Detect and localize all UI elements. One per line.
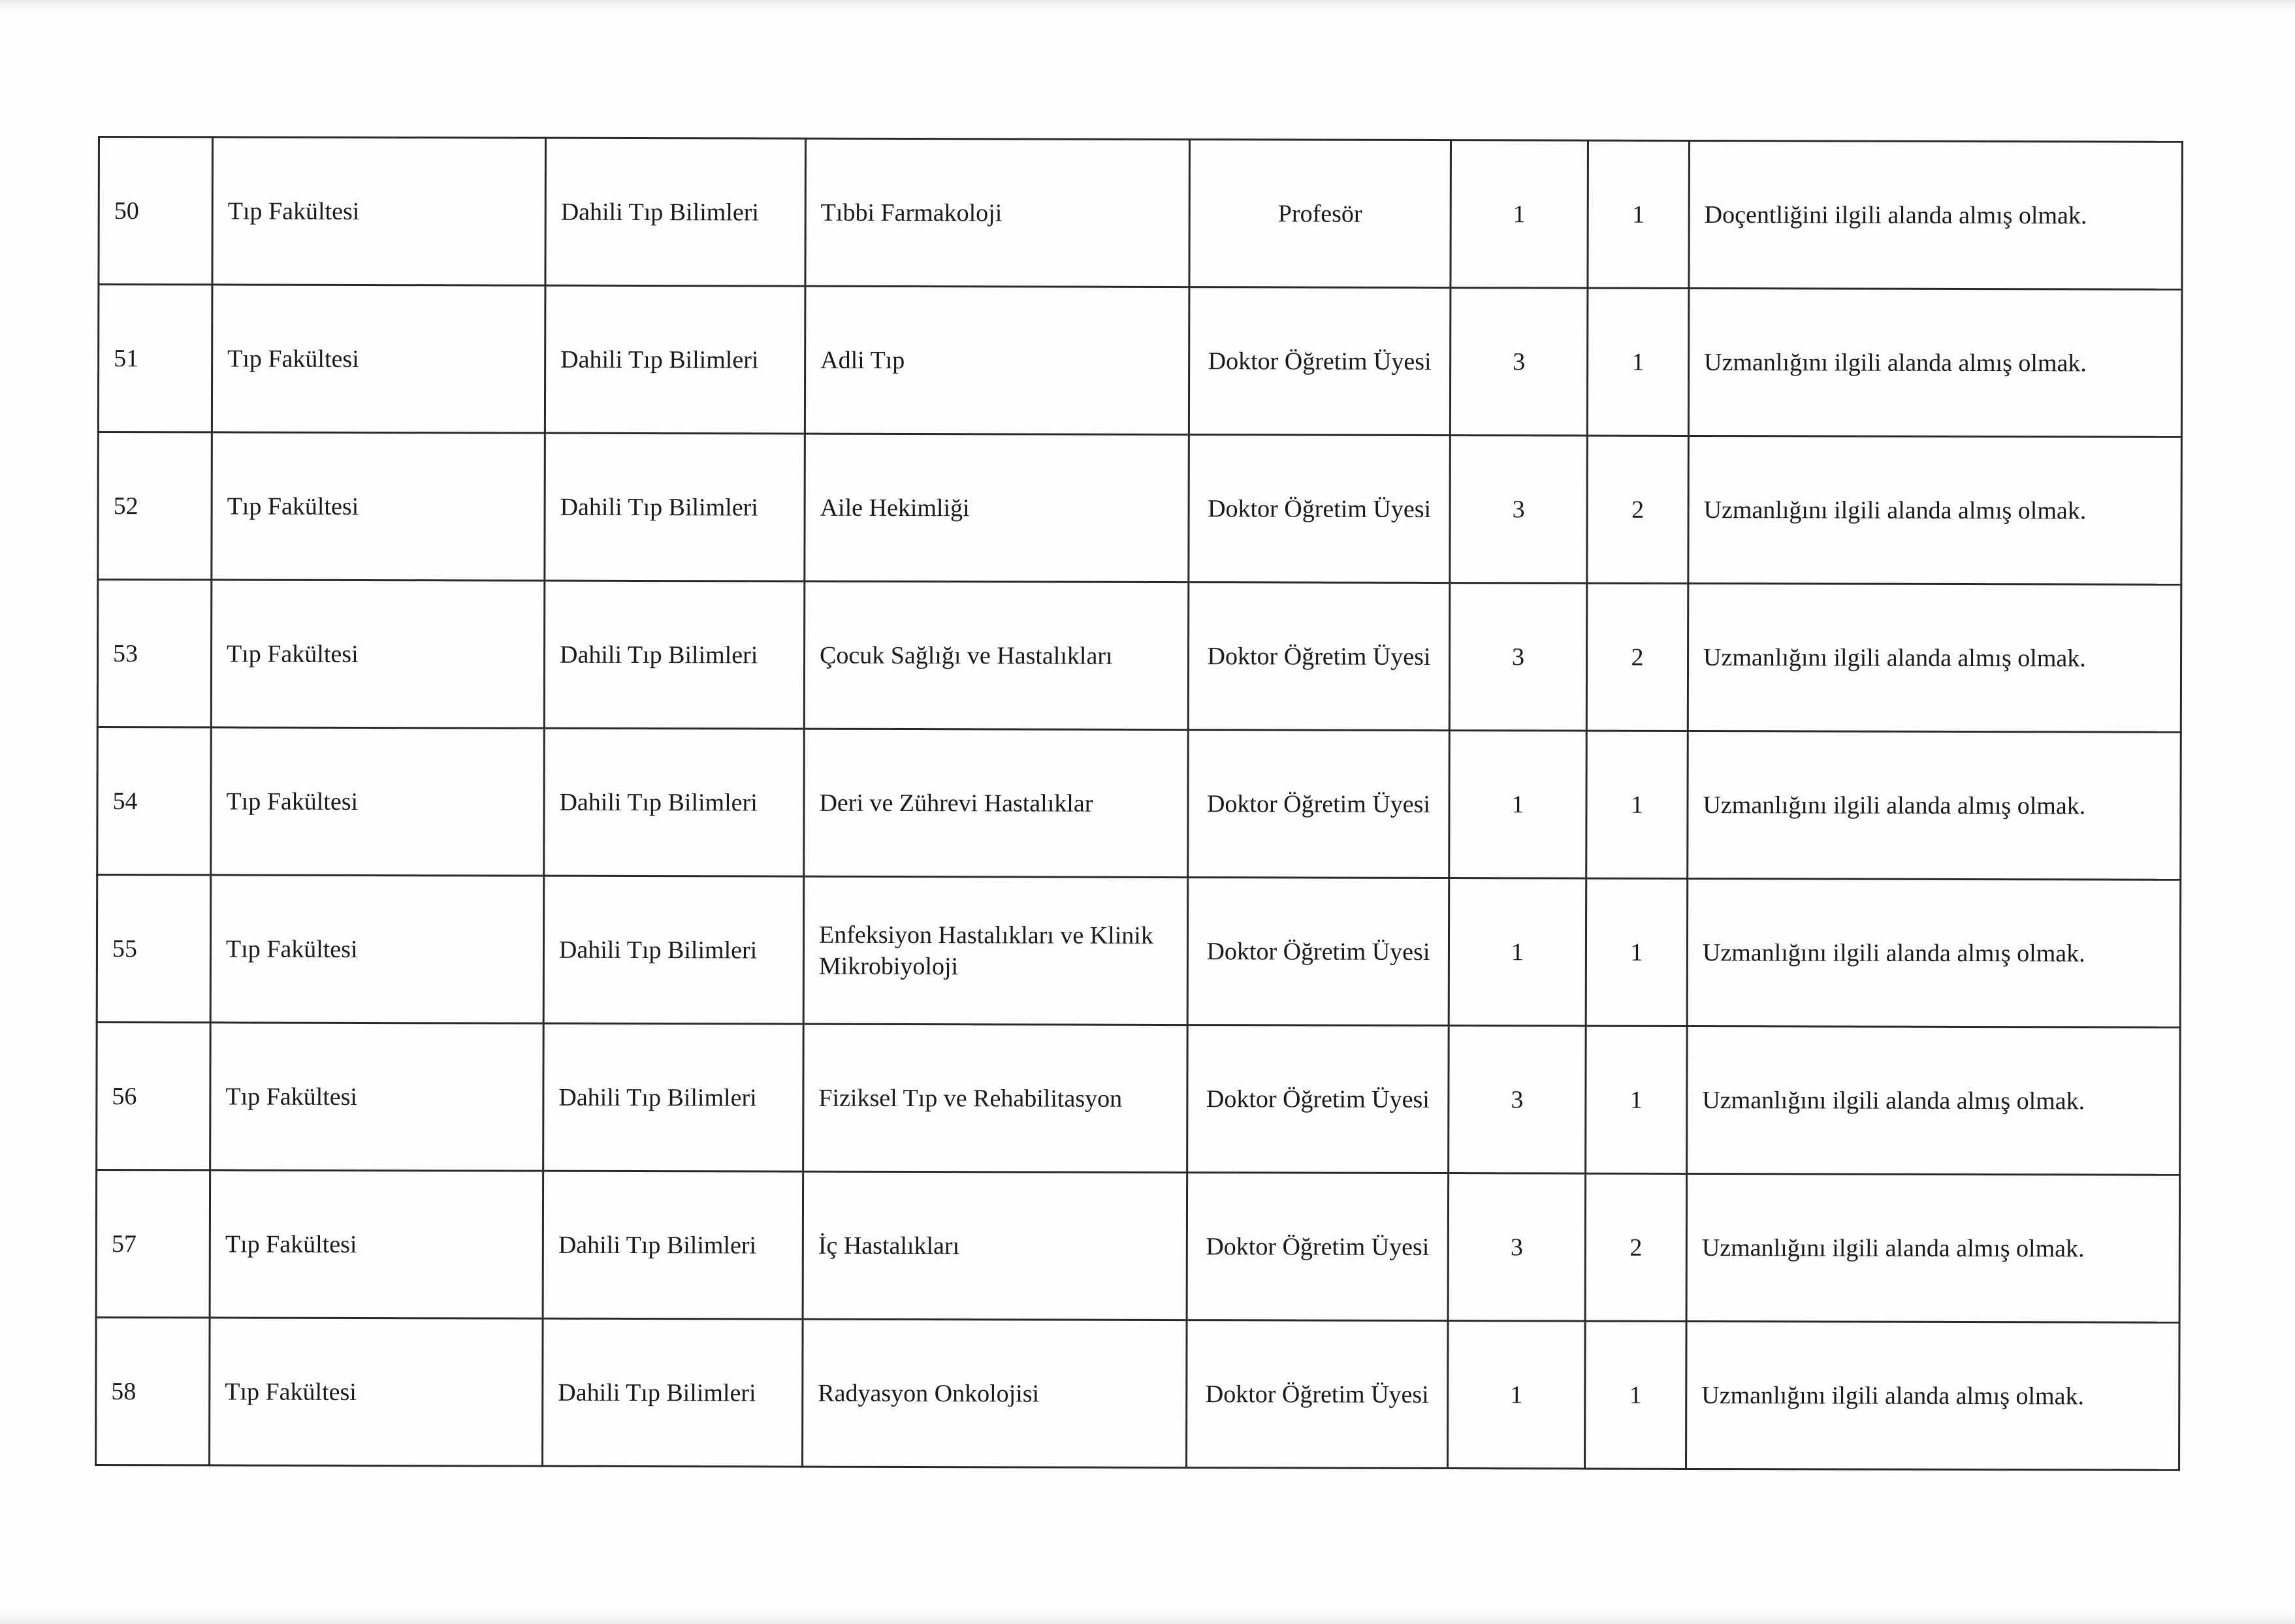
count-b-cell: 2 (1587, 436, 1689, 583)
department-cell: Dahili Tıp Bilimleri (543, 1171, 803, 1319)
condition-cell: Doçentliğini ilgili alanda almış olmak. (1689, 140, 2183, 289)
department-cell: Dahili Tıp Bilimleri (543, 1023, 804, 1171)
department-cell: Dahili Tıp Bilimleri (545, 138, 806, 286)
count-b-cell: 1 (1588, 140, 1690, 288)
academic-title-cell: Doktor Öğretim Üyesi (1188, 582, 1450, 731)
row-number: 56 (97, 1022, 211, 1170)
table-row (96, 1317, 2180, 1470)
department-cell: Dahili Tıp Bilimleri (543, 876, 804, 1024)
count-a-cell: 3 (1450, 436, 1588, 584)
department-cell: Dahili Tıp Bilimleri (544, 581, 805, 729)
count-a-cell: 1 (1449, 878, 1586, 1027)
condition-cell: Uzmanlığını ilgili alanda almış olmak. (1688, 288, 2182, 437)
field-cell: İç Hastalıkları (803, 1171, 1187, 1320)
count-b-cell: 1 (1586, 878, 1688, 1026)
table-row (97, 580, 2181, 733)
count-a-cell: 3 (1449, 583, 1587, 731)
department-cell: Dahili Tıp Bilimleri (545, 433, 805, 581)
row-number: 52 (98, 432, 212, 580)
row-number: 57 (96, 1170, 210, 1317)
condition-cell: Uzmanlığını ilgili alanda almış olmak. (1687, 878, 2181, 1027)
row-number: 54 (97, 727, 212, 875)
count-b-cell: 2 (1586, 583, 1688, 731)
table-row (99, 137, 2183, 290)
count-a-cell: 1 (1449, 731, 1587, 879)
condition-cell: Uzmanlığını ilgili alanda almış olmak. (1688, 731, 2181, 880)
academic-title-cell: Doktor Öğretim Üyesi (1188, 730, 1450, 878)
row-number: 55 (97, 875, 211, 1023)
faculty-cell: Tıp Fakültesi (211, 580, 545, 728)
faculty-cell: Tıp Fakültesi (211, 727, 545, 876)
condition-cell: Uzmanlığını ilgili alanda almış olmak. (1688, 583, 2181, 732)
scan-edge-bottom (0, 1612, 2295, 1624)
table-row (98, 432, 2182, 585)
field-cell: Radyasyon Onkolojisi (803, 1319, 1187, 1467)
staff-position-table (95, 136, 2183, 1471)
faculty-cell: Tıp Fakültesi (212, 285, 545, 433)
faculty-cell: Tıp Fakültesi (212, 432, 545, 581)
count-a-cell: 1 (1451, 140, 1588, 289)
row-number: 58 (96, 1317, 210, 1465)
condition-cell: Uzmanlığını ilgili alanda almış olmak. (1687, 1026, 2181, 1175)
count-a-cell: 3 (1449, 1026, 1586, 1174)
field-cell: Tıbbi Farmakoloji (805, 138, 1190, 287)
academic-title-cell: Doktor Öğretim Üyesi (1187, 1025, 1449, 1173)
faculty-cell: Tıp Fakültesi (210, 875, 544, 1023)
field-cell: Aile Hekimliği (805, 434, 1189, 582)
row-number: 53 (97, 580, 212, 727)
table-body (96, 137, 2183, 1471)
count-a-cell: 1 (1448, 1321, 1586, 1469)
condition-cell: Uzmanlığını ilgili alanda almış olmak. (1686, 1321, 2180, 1470)
count-b-cell: 1 (1586, 731, 1688, 878)
academic-title-cell: Doktor Öğretim Üyesi (1189, 435, 1451, 583)
field-cell: Deri ve Zührevi Hastalıklar (804, 729, 1189, 877)
academic-title-cell: Doktor Öğretim Üyesi (1189, 287, 1451, 436)
department-cell: Dahili Tıp Bilimleri (544, 728, 805, 876)
faculty-cell: Tıp Fakültesi (210, 1023, 544, 1171)
academic-title-cell: Doktor Öğretim Üyesi (1187, 1320, 1449, 1469)
field-cell: Enfeksiyon Hastalıkları ve Klinik Mikrobiyoloji (803, 876, 1188, 1025)
count-b-cell: 1 (1585, 1321, 1687, 1469)
academic-title-cell: Doktor Öğretim Üyesi (1187, 878, 1449, 1026)
condition-cell: Uzmanlığını ilgili alanda almış olmak. (1686, 1173, 2180, 1322)
row-number: 51 (98, 285, 212, 432)
faculty-cell: Tıp Fakültesi (210, 1170, 543, 1318)
table-row (97, 727, 2181, 880)
faculty-cell: Tıp Fakültesi (210, 1318, 543, 1466)
faculty-cell: Tıp Fakültesi (212, 137, 546, 285)
count-b-cell: 1 (1587, 288, 1689, 436)
table-row (97, 875, 2181, 1028)
field-cell: Çocuk Sağlığı ve Hastalıkları (804, 581, 1189, 729)
table-row (96, 1170, 2180, 1322)
condition-cell: Uzmanlığını ilgili alanda almış olmak. (1688, 436, 2182, 584)
field-cell: Fiziksel Tıp ve Rehabilitasyon (803, 1024, 1188, 1172)
scan-edge-top (0, 0, 2295, 9)
table-row (98, 285, 2182, 438)
row-number: 50 (99, 137, 213, 285)
department-cell: Dahili Tıp Bilimleri (545, 285, 805, 434)
count-b-cell: 1 (1586, 1026, 1688, 1173)
count-a-cell: 3 (1448, 1173, 1586, 1322)
field-cell: Adli Tıp (805, 286, 1189, 434)
count-a-cell: 3 (1450, 288, 1588, 436)
count-b-cell: 2 (1585, 1173, 1687, 1321)
academic-title-cell: Doktor Öğretim Üyesi (1187, 1173, 1449, 1321)
table-row (97, 1022, 2181, 1175)
academic-title-cell: Profesör (1189, 140, 1451, 288)
department-cell: Dahili Tıp Bilimleri (543, 1318, 803, 1467)
